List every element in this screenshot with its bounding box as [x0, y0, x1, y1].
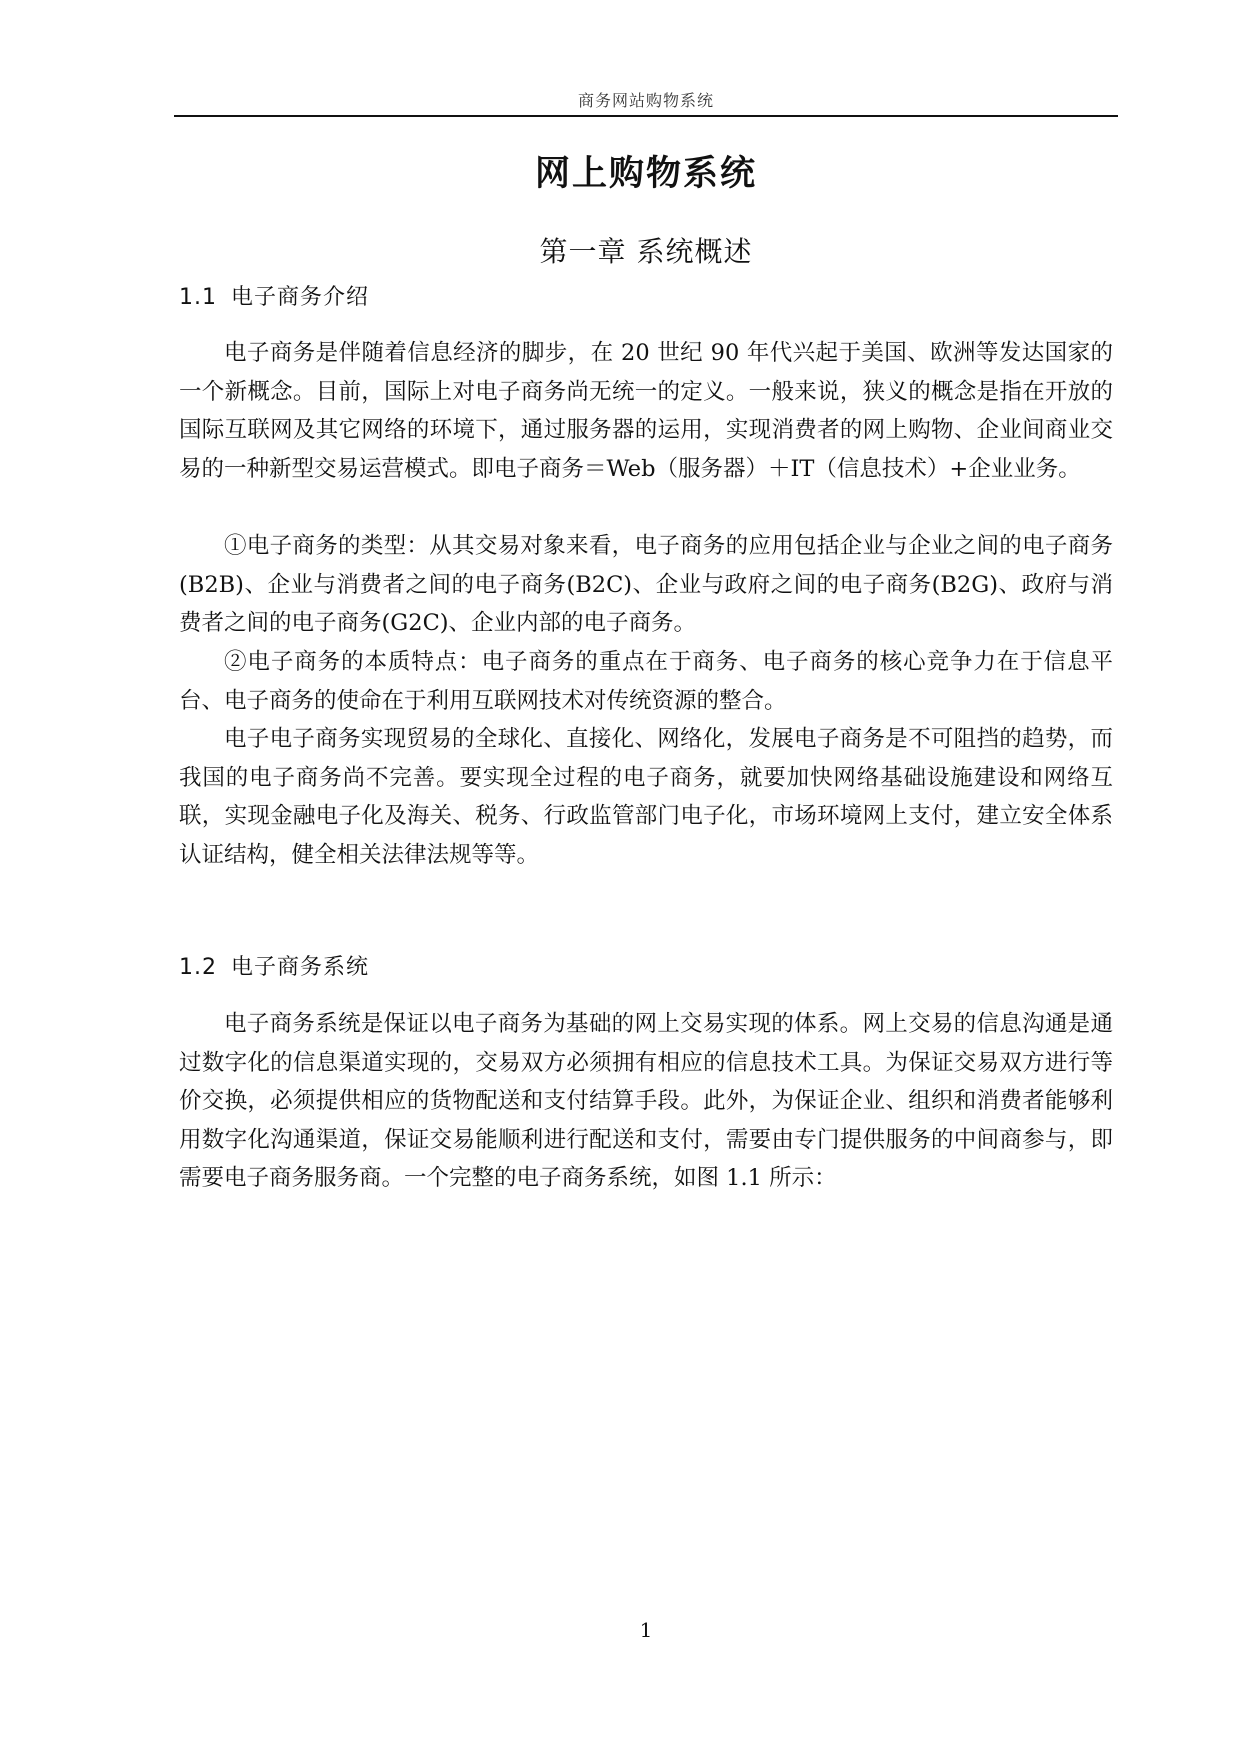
- paragraph: 电子商务是伴随着信息经济的脚步，在 20 世纪 90 年代兴起于美国、欧洲等发达国家的一个新概念。目前，国际上对电子商务尚无统一的定义。一般来说，狭义的概念是指在开放的国际互联网及其它网络的环境下，通过服务器的运用，实现消费者的网上购物、企业间商业交易的一种新型交易运营模式。即电子商务＝Web（服务器）＋IT（信息技术）+企业业务。: [179, 340, 1113, 482]
- document-title: 网上购物系统: [534, 154, 757, 194]
- section-heading-1-2: [179, 950, 369, 981]
- section-number: 1.1: [179, 285, 217, 310]
- paragraph: 电子商务系统是保证以电子商务为基础的网上交易实现的体系。网上交易的信息沟通是通过数字化的信息渠道实现的，交易双方必须拥有相应的信息技术工具。为保证交易双方进行等价交换，必须提供相应的货物配送和支付结算手段。此外，为保证企业、组织和消费者能够利用数字化沟通渠道，保证交易能顺利进行配送和支付，需要由专门提供服务的中间商参与，即需要电子商务服务商。一个完整的电子商务系统，如图 1.1 所示：: [179, 1011, 1113, 1191]
- paragraph: ①电子商务的类型：从其交易对象来看，电子商务的应用包括企业与企业之间的电子商务 (B2B)、企业与消费者之间的电子商务(B2C)、企业与政府之间的电子商务(B2G)、政府与消费者之间的电子商务(G2C)、企业内部的电子商务。: [179, 533, 1113, 636]
- section-title: 电子商务系统: [231, 955, 370, 980]
- page-number: 1: [639, 1618, 653, 1642]
- section-heading-1-1: [179, 280, 369, 311]
- section-title: 电子商务介绍: [231, 285, 370, 310]
- paragraph: 电子电子商务实现贸易的全球化、直接化、网络化，发展电子商务是不可阻挡的趋势，而我国的电子商务尚不完善。要实现全过程的电子商务，就要加快网络基础设施建设和网络互联，实现金融电子化及海关、税务、行政监管部门电子化，市场环境网上支付，建立安全体系认证结构，健全相关法律法规等等。: [179, 726, 1113, 868]
- header-rule: [174, 115, 1118, 117]
- paragraph: ②电子商务的本质特点：电子商务的重点在于商务、电子商务的核心竞争力在于信息平台、电子商务的使命在于利用互联网技术对传统资源的整合。: [179, 649, 1113, 714]
- chapter-title: 第一章 系统概述: [539, 235, 753, 268]
- section-number: 1.2: [179, 955, 217, 980]
- running-header: 商务网站购物系统: [577, 91, 714, 110]
